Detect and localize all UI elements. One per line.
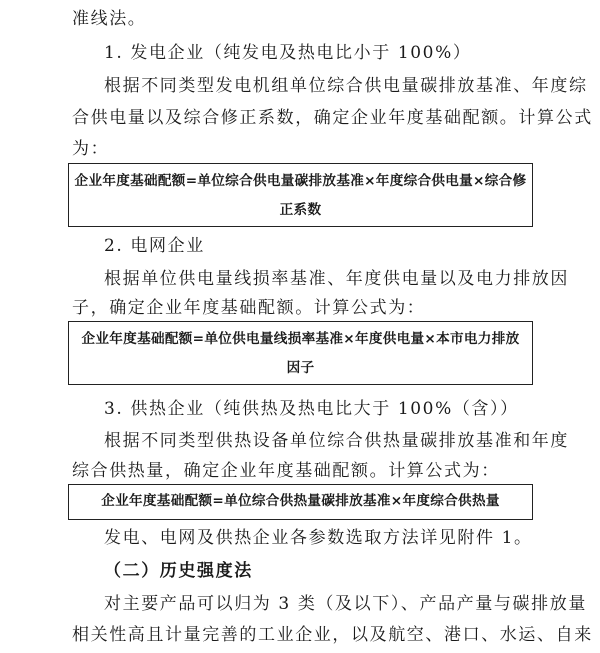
section-heading-historical-intensity: （二）历史强度法 (104, 561, 253, 581)
paragraph-line: 对主要产品可以归为 3 类（及以下）、产品产量与碳排放量 (104, 594, 587, 614)
formula-line: 企业年度基础配额=单位综合供电量碳排放基准×年度综合供电量×综合修 (74, 173, 527, 189)
section-heading-power-grid: 2. 电网企业 (104, 236, 205, 256)
formula-line: 企业年度基础配额=单位综合供热量碳排放基准×年度综合供热量 (101, 493, 500, 509)
formula-box-power-grid (68, 321, 533, 385)
formula-line: 企业年度基础配额=单位供电量线损率基准×年度供电量×本市电力排放 (81, 331, 520, 347)
paragraph-tail: 准线法。 (72, 9, 147, 29)
paragraph-line: 根据单位供电量线损率基准、年度供电量以及电力排放因 (104, 269, 569, 289)
paragraph-line: 子，确定企业年度基础配额。计算公式为： (72, 298, 426, 318)
formula-line: 正系数 (279, 202, 322, 218)
paragraph-line: 根据不同类型发电机组单位综合供电量碳排放基准、年度综 (104, 76, 588, 96)
paragraph-line: 根据不同类型供热设备单位综合供热量碳排放基准和年度 (104, 431, 569, 451)
paragraph-line: 发电、电网及供热企业各参数选取方法详见附件 1。 (104, 528, 533, 548)
paragraph-line: 综合供热量，确定企业年度基础配额。计算公式为： (72, 461, 500, 481)
formula-line: 因子 (286, 360, 315, 376)
formula-box-power-generation (68, 163, 533, 227)
paragraph-line: 为： (72, 139, 110, 159)
section-heading-heat-supply: 3. 供热企业（纯供热及热电比大于 100%（含）） (104, 399, 519, 419)
paragraph-line: 相关性高且计量完善的工业企业，以及航空、港口、水运、自来 (72, 625, 593, 645)
formula-box-heat-supply (68, 484, 533, 520)
paragraph-line: 合供电量以及综合修正系数，确定企业年度基础配额。计算公式 (72, 108, 593, 128)
section-heading-power-generation: 1. 发电企业（纯发电及热电比小于 100%） (104, 43, 472, 63)
